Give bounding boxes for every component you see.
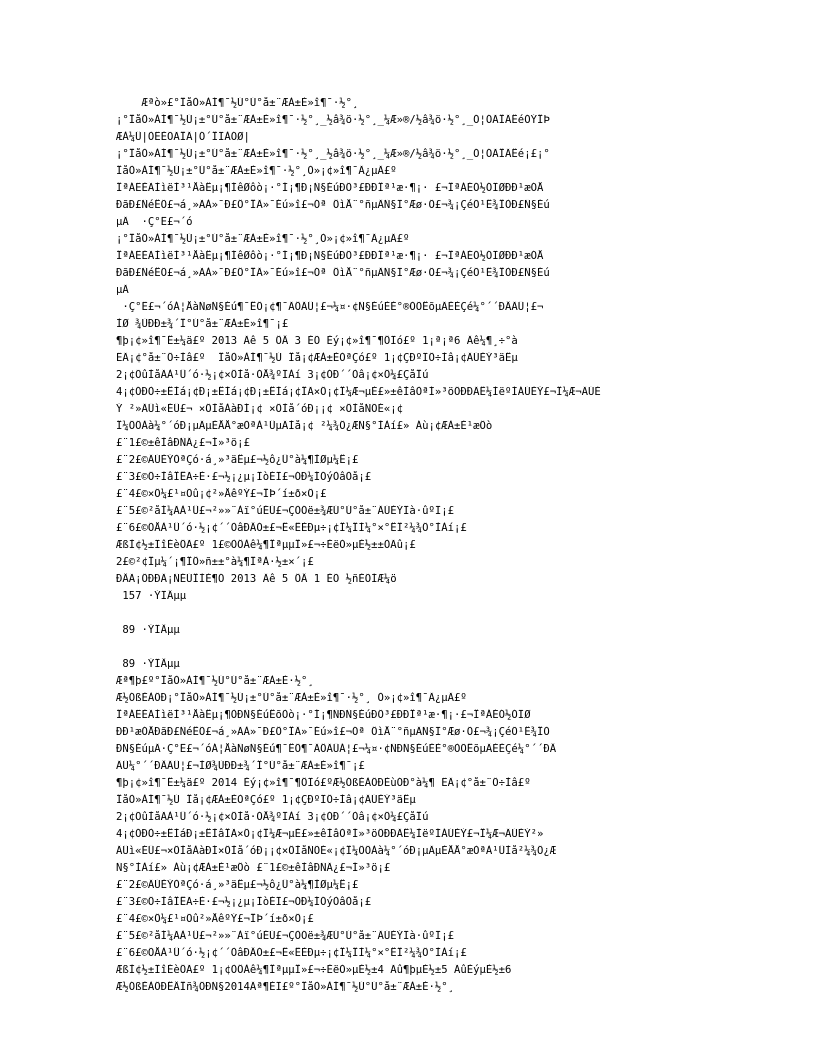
- text-line: µÄ: [116, 284, 129, 296]
- text-line: Æªò»£°ÎåÒ»ÀÍ¶¯½Ú°Ú°å±¨ÆÀ±È»î¶¯·½°¸: [116, 97, 359, 109]
- text-line: £¨6£©ÕÅÀ¹Û´ó·½¡¢´´ÒâÐÂÓ±£¬Ê«ÊÈÐµ÷¡¢Î¼ÎÌ¼°×°ÊÎ²¼¾Ö°ÌÀí¡£: [116, 947, 467, 959]
- text-line: £¨3£©Ö÷ÌâÎÊÃ÷È·£¬½¡¿µ¡ÏòÉÏ£¬ÓÐ¼ÍÓýÒâÒå¡£: [116, 471, 372, 483]
- text-line: ÎåÒ»ÀÍ¶¯½Ú¡±°Ú°å±¨ÆÀ±È»î¶¯·½°¸Ò»¡¢»î¶¯Ä¿µÄ£º: [116, 165, 397, 177]
- text-line: ÆßÌ¢½±ÏîÉèÖÃ£º 1£©ÒÔÀê¼¶ÎªµµÎ»£¬÷ÈëÒ»µÈ½±±ÒÃû¡£: [116, 539, 416, 551]
- text-line: ÎªÁËÈÃÌìëÌ³¹ÅàÊµ¡¶ÍêØôò¡·°Í¡¶Ð¡Ñ§ÉúÐÕ³£ÐÐÎª¹æ·¶¡· £¬ÎªÁÉÓ½ÓÏØÐÐ¹æÓÅ: [116, 182, 544, 194]
- text-line: £¨1£©±êÌâÐÑÄ¿£¬Í»³ö¡£: [116, 437, 250, 449]
- text-line: £¨6£©ÕÅÀ¹Û´ó·½¡¢´´ÒâÐÂÓ±£¬Ê«ÊÈÐµ÷¡¢Î¼ÎÌ¼°×°ÊÎ²¼¾Ö°ÌÀí¡£: [116, 522, 467, 534]
- text-line: 89 ·ÝÏÂµµ: [116, 658, 180, 670]
- text-line: ÎåÒ»ÀÍ¶¯½Ú Îå¡¢ÆÀ±ÈÒªÇó£º 1¡¢ÇÐºÏÖ÷Ìâ¡¢ÄÚÈÝ³äÊµ: [116, 794, 416, 806]
- text-line: 4¡¢ÓÐÒ÷±ÊÌá¡¢Ð¡±ÊÌá¡¢Ð¡±ÊÌá¡¢ÎÃ×Ö¡¢Î¼Æ¬µÈ£»±êÌâÒªÍ»³öÖÐÐÄÊ¼ÌëºÍÁÚÈÝ£¬Î¼Æ¬ÄÚÈ: [116, 386, 601, 398]
- text-line: Æ½ÓßÈÀÖÐÊÂÎñ¾ÖÐÑ§2014Äª¶ÈÏ£º°ÎåÒ»ÀÍ¶¯½Ú°Ú°å±¨ÆÀ±È·½°¸: [116, 981, 455, 993]
- text-line: 2¡¢ÕûÌåÃÀ¹Û´ó·½¡¢×ÖÌå·ÓÅ¾ºÏÀí 3¡¢ÓÐ´´Òâ¡¢×Ö¼£ÇåÎú: [116, 811, 429, 823]
- text-line: £¨2£©ÄÚÈÝÒªÇó·á¸»³äÊµ£¬½ô¿Û°à¼¶ÌØµ¼Ê¡£: [116, 454, 359, 466]
- text-line: £¨2£©ÄÚÈÝÒªÇó·á¸»³äÊµ£¬½ô¿Û°à¼¶ÌØµ¼Ê¡£: [116, 879, 359, 891]
- text-line: £¨3£©Ö÷ÌâÎÊÃ÷È·£¬½¡¿µ¡ÏòÉÏ£¬ÓÐ¼ÍÓýÒâÒå¡£: [116, 896, 372, 908]
- text-line: ¡°ÎåÒ»ÀÍ¶¯½Ú¡±°Ú°å±¨ÆÀ±È»î¶¯·½°¸_½â¾ö·½°¸_¼Æ»®/½â¾ö·½°¸_Ó¦ÓÃÎÄÊé¡£¡°: [116, 148, 550, 160]
- text-line: ÐÂÃ¡ÖÐÐÄ¡ÑÉÚÎÌÈ¶Ó 2013 Äê 5 ÔÂ 1 ÈÕ ½ñÈÕÍÆ¼ö: [116, 573, 397, 585]
- text-line: ÎªÁËÈÃÌìëÌ³¹ÅàÊµ¡¶ÒÐÑ§ÉúÊõÒò¡·°Í¡¶ÑÐÑ§ÉúÐÕ³£ÐÐÎª¹æ·¶¡·£¬ÎªÁÉÓ½ÓÏØ: [116, 709, 531, 721]
- text-line: [116, 641, 806, 654]
- text-line: 157 ·ÝÏÂµµ: [116, 590, 187, 602]
- text-line: ÐãÐ£ÑéÊÕ£¬á¸»ÃÀ»¯Ð£Ô°ÎÄ»¯Éú»î£¬Óª ÔìÅ¨°ñµÄÑ§Ï°Æø·Õ£¬¾¡ÇéÕ¹Ê¾ÎÒÐ£Ñ§Éú: [116, 199, 550, 211]
- text-line: [116, 607, 806, 620]
- text-line: Æ½ÓßÈÀÖÐ¡°ÎåÒ»ÀÍ¶¯½Ú¡±°Ú°å±¨ÆÀ±È»î¶¯·½°¸ Ò»¡¢»î¶¯Ä¿µÄ£º: [116, 692, 467, 704]
- text-line: £¨5£©²åÍ¼ÃÀ¹Û£¬²»»¨Àï°úÉÚ£¬ÇÒÓë±¾ÆÚ°Ú°å±¨ÄÚÈÝÏà·ûºÏ¡£: [116, 505, 455, 517]
- text-line: ÐÑ§ÉúµÄ·Ç°Ë£¬´óÁ¦ÅàÑøÑ§Éú¶¯ÊÖ¶¯ÄÔÄÜÁ¦£¬¼¤·¢ÑÐÑ§ÉúÈÈ°®ÒÕÊõµÄÈÈÇé¼°´´ÐÂ: [116, 743, 557, 755]
- text-line: ÐÐ¹æÓÅÐãÐ£ÑéÊÕ£¬á¸»ÃÀ»¯Ð£Ô°ÎÄ»¯Éú»î£¬Óª ÔìÅ¨°ñµÄÑ§Ï°Æø·Õ£¬¾¡ÇéÕ¹Ê¾ÎÒ: [116, 726, 550, 738]
- text-line: Ñ§°ÌÀí£» Áù¡¢ÆÀ±È¹æÔò £¨1£©±êÌâÐÑÄ¿£¬Í»³ö¡£: [116, 862, 391, 874]
- text-line: £¨4£©×Ö¼£¹¤Õû²»ÅêºÝ£¬ÎÞ´í±ð×Ö¡£: [116, 913, 314, 925]
- text-line: Æª¶þ£º°ÎåÒ»ÀÍ¶¯½Ú°Ú°å±¨ÆÀ±È·½°¸: [116, 675, 314, 687]
- text-line: 2£©²¢Îµ¼´¡¶ÎÔ»ñ±±°à¼¶ÎªÀ·½±×´¡£: [116, 556, 314, 568]
- text-line: £¨5£©²åÍ¼ÃÀ¹Û£¬²»»¨Àï°úÉÚ£¬ÇÒÓë±¾ÆÚ°Ú°å±¨ÄÚÈÝÏà·ûºÏ¡£: [116, 930, 455, 942]
- text-line: 2¡¢ÕûÌåÃÀ¹Û´ó·½¡¢×ÖÌå·ÓÅ¾ºÏÀí 3¡¢ÓÐ´´Òâ¡¢×Ö¼£ÇåÎú: [116, 369, 429, 381]
- text-line: ÆßÌ¢½±ÏîÉèÖÃ£º 1¡¢ÒÔÀê¼¶ÎªµµÎ»£¬÷ÈëÒ»µÈ½±4 Ãû¶þµÈ½±5 ÃûÈýµÈ½±6: [116, 964, 512, 976]
- text-line: ÆÀ¼Û|ÒËÈÕÃÎÄ|Ó´ÎÏÀÓØ|: [116, 131, 250, 143]
- text-line: ËÄ¡¢°å±¨Ö÷Ìâ£º ÎåÒ»ÀÍ¶¯½Ú Îå¡¢ÆÀ±ÈÒªÇó£º 1¡¢ÇÐºÏÖ÷Ìâ¡¢ÄÚÈÝ³äÊµ: [116, 352, 518, 364]
- text-line: ÄÜ¼°´´ÐÂÄÜ¦£¬ÌØ¾ÙÐÐ±¾´Î°Ú°å±¨ÆÀ±È»î¶¯¡£: [116, 760, 365, 772]
- text-line: ÄÜì«ÉÜ£¬×ÖÌåÀàÐÍ×ÖÌå´óÐ¡¡¢×ÖÌåÑÕÉ«¡¢Î¼ÖÖÀà¼°´óÐ¡µÄµÈÅÅ°æÒªÀ¹ÛÌå²¼¾Ö¿Æ: [116, 845, 557, 857]
- text-line: ·Ç°Ë£¬´óÁ¦ÅàÑøÑ§Éú¶¯ÊÖ¡¢¶¯ÄÔÄÜ¦£¬¼¤·¢Ñ§ÉúÈÈ°®ÒÕÊõµÄÈÈÇé¼°´´ÐÂÄÜ¦£¬: [116, 301, 544, 313]
- text-line: ÐãÐ£ÑéÊÕ£¬á¸»ÃÀ»¯Ð£Ô°ÎÄ»¯Éú»î£¬Óª ÔìÅ¨°ñµÄÑ§Ï°Æø·Õ£¬¾¡ÇéÕ¹Ê¾ÎÒÐ£Ñ§Éú: [116, 267, 550, 279]
- text-line: Ý ²»ÄÜì«ÉÜ£¬ ×ÖÌåÀàÐÍ¡¢ ×ÖÌå´óÐ¡¡¢ ×ÖÌåÑÕÉ«¡¢: [116, 403, 404, 415]
- text-line: ¶þ¡¢»î¶¯Ê±¼ä£º 2014 Èý¡¢»î¶¯¶ÔÏó£ºÆ½ÓßÈÀÖÐÈùÓÐ°à¼¶ ËÄ¡¢°å±¨Ö÷Ìâ£º: [116, 777, 531, 789]
- text-line: ¶þ¡¢»î¶¯Ê±¼ä£º 2013 Äê 5 ÔÂ 3 ÈÕ Èý¡¢»î¶¯¶ÔÏó£º 1¡ª¡ª6 Äê¼¶¸÷°à: [116, 335, 518, 347]
- text-line: ¡°ÎåÒ»ÀÍ¶¯½Ú¡±°Ú°å±¨ÆÀ±È»î¶¯·½°¸_½â¾ö·½°¸_¼Æ»®/½â¾ö·½°¸_Ó¦ÓÃÎÄÊéÓÝÎÞ: [116, 114, 550, 126]
- text-line: µÄ ·Ç°Ë£¬´ó: [116, 216, 193, 228]
- text-line: Î¼ÖÖÀà¼°´óÐ¡µÄµÈÅÅ°æÒªÀ¹ÛµÄÌå¡¢ ²¼¾Ö¿ÆÑ§°ÌÀí£» Áù¡¢ÆÀ±È¹æÔò: [116, 420, 493, 432]
- text-line: ÌØ ¾ÙÐÐ±¾´Î°Ú°å±¨ÆÀ±È»î¶¯¡£: [116, 318, 289, 330]
- text-line: ÎªÁËÈÃÌìëÌ³¹ÅàÊµ¡¶ÍêØôò¡·°Í¡¶Ð¡Ñ§ÉúÐÕ³£ÐÐÎª¹æ·¶¡· £¬ÎªÁÉÓ½ÓÏØÐÐ¹æÓÅ: [116, 250, 544, 262]
- text-line: ¡°ÎåÒ»ÀÍ¶¯½Ú¡±°Ú°å±¨ÆÀ±È»î¶¯·½°¸Ò»¡¢»î¶¯Ä¿µÄ£º: [116, 233, 410, 245]
- text-line: £¨4£©×Ö¼£¹¤Õû¡¢²»ÅêºÝ£¬ÎÞ´í±ð×Ö¡£: [116, 488, 327, 500]
- text-line: 89 ·ÝÏÂµµ: [116, 624, 180, 636]
- text-line: 4¡¢ÓÐÒ÷±ÊÌáÐ¡±ÊÌâÎÃ×Ö¡¢Î¼Æ¬µÈ£»±êÌâÒªÍ»³öÖÐÐÄÊ¼ÌëºÍÁÚÈÝ£¬Î¼Æ¬ÄÚÈÝ²»: [116, 828, 544, 840]
